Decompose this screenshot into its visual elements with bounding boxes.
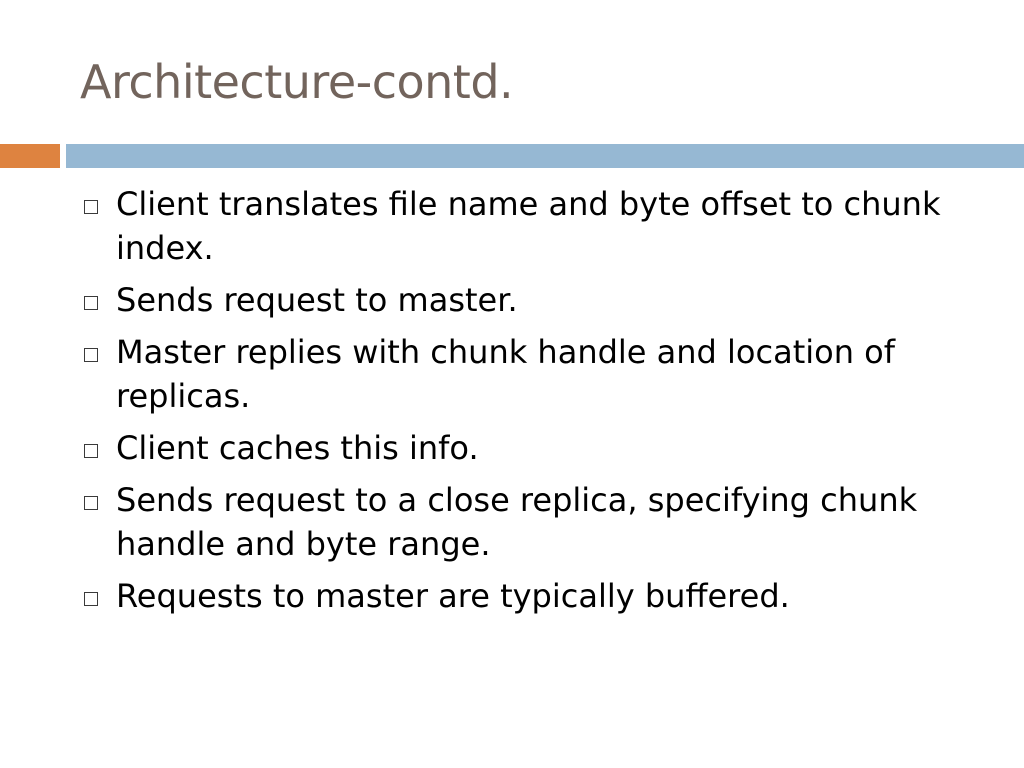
bullet-text: Client caches this info. [116,429,479,467]
bullet-text: Master replies with chunk handle and location of replicas. [116,333,896,415]
bullet-item [80,278,980,322]
bullet-item [80,426,980,470]
bullet-text: Client translates file name and byte offset to chunk index. [116,185,941,267]
hollow-square-icon [84,444,98,458]
bullet-item [80,182,980,270]
slide-title: Architecture-contd. [80,55,514,109]
bullet-text: Sends request to master. [116,281,518,319]
hollow-square-icon [84,496,98,510]
hollow-square-icon [84,592,98,606]
accent-bar-blue [66,144,1024,168]
accent-bar-orange [0,144,60,168]
bullet-item [80,478,980,566]
hollow-square-icon [84,200,98,214]
hollow-square-icon [84,296,98,310]
bullet-text: Requests to master are typically buffered. [116,577,790,615]
bullet-item [80,574,980,618]
hollow-square-icon [84,348,98,362]
bullet-item [80,330,980,418]
bullet-list [80,182,980,626]
bullet-text: Sends request to a close replica, specifying chunk handle and byte range. [116,481,918,563]
